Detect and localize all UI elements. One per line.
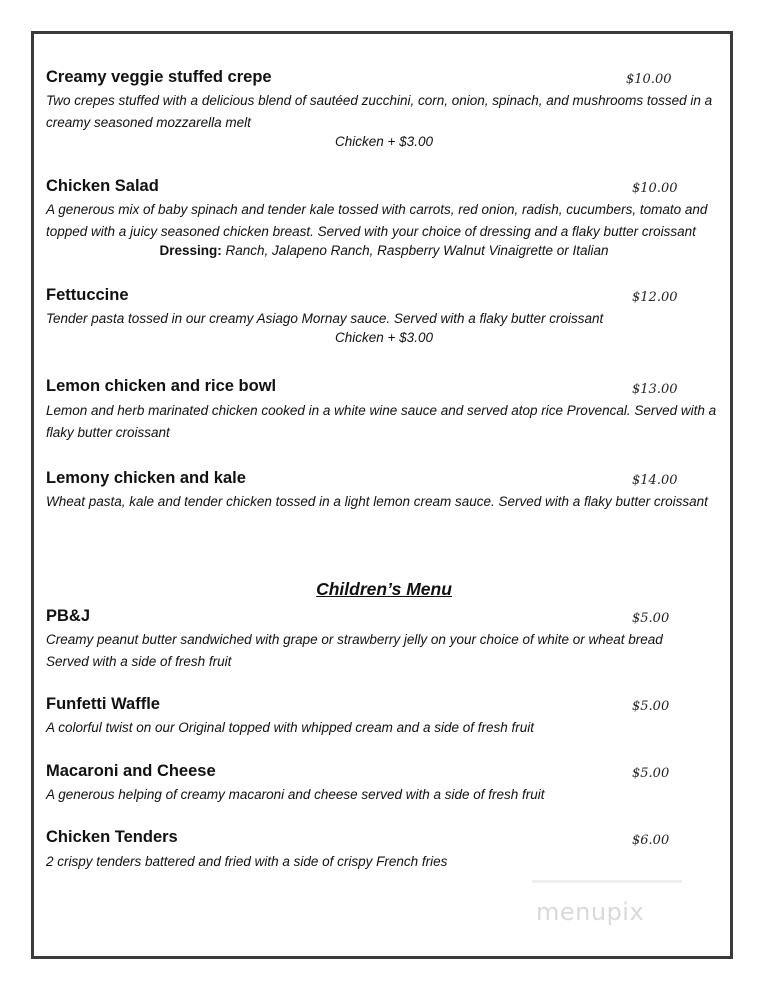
menu-item-price: $5.00 [632, 699, 670, 714]
menu-item-desc: A colorful twist on our Original topped with whipped cream and a side of fresh fruit [46, 720, 534, 735]
menu-item-desc: flaky butter croissant [46, 425, 170, 440]
menu-item-desc: 2 crispy tenders battered and fried with a side of crispy French fries [46, 854, 448, 869]
menu-item-price: $12.00 [632, 290, 678, 305]
dressing-line [0, 243, 768, 258]
menu-item-price: $10.00 [626, 72, 672, 87]
menu-item-price: $5.00 [632, 611, 670, 626]
menu-item-price: $10.00 [632, 181, 678, 196]
menu-item-desc: Lemon and herb marinated chicken cooked in a white wine sauce and served atop rice Provencal. Served with a [46, 403, 717, 418]
menu-item-desc: Wheat pasta, kale and tender chicken tossed in a light lemon cream sauce. Served with a flaky butter croissant [46, 494, 708, 509]
menu-item-title: Chicken Salad [46, 177, 159, 195]
menu-item-desc: A generous mix of baby spinach and tender kale tossed with carrots, red onion, radish, cucumbers, tomato and [46, 202, 708, 217]
menu-item-desc: Served with a side of fresh fruit [46, 654, 232, 669]
menu-item-addon: Chicken + $3.00 [335, 330, 433, 345]
menu-item-desc: Two crepes stuffed with a delicious blend of sautéed zucchini, corn, onion, spinach, and mushrooms tossed in a [46, 93, 713, 108]
dressing-options: Ranch, Jalapeno Ranch, Raspberry Walnut Vinaigrette or Italian [225, 243, 609, 258]
menu-item-title: Chicken Tenders [46, 828, 178, 846]
menu-item-desc: Tender pasta tossed in our creamy Asiago Mornay sauce. Served with a flaky butter croissant [46, 311, 604, 326]
menu-item-desc: creamy seasoned mozzarella melt [46, 115, 251, 130]
menu-item-desc: A generous helping of creamy macaroni and cheese served with a side of fresh fruit [46, 787, 545, 802]
menu-item-title: Lemony chicken and kale [46, 469, 246, 487]
dressing-label: Dressing: [159, 243, 222, 258]
menu-item-desc: topped with a juicy seasoned chicken breast. Served with your choice of dressing and a flaky butter croissant [46, 224, 696, 239]
section-title: Children’s Menu [316, 579, 452, 599]
menu-item-price: $6.00 [632, 833, 670, 848]
watermark-rule [532, 880, 682, 883]
menu-item-price: $5.00 [632, 766, 670, 781]
menu-item-title: PB&J [46, 607, 91, 625]
menu-item-title: Fettuccine [46, 286, 129, 304]
menu-item-title: Funfetti Waffle [46, 695, 160, 713]
menu-item-title: Creamy veggie stuffed crepe [46, 68, 272, 86]
watermark: menupix [536, 898, 645, 926]
menu-item-desc: Creamy peanut butter sandwiched with grape or strawberry jelly on your choice of white or wheat bread [46, 632, 663, 647]
menu-item-addon: Chicken + $3.00 [335, 134, 433, 149]
menu-item-price: $14.00 [632, 473, 678, 488]
menu-item-price: $13.00 [632, 382, 678, 397]
menu-item-title: Lemon chicken and rice bowl [46, 377, 277, 395]
menu-item-title: Macaroni and Cheese [46, 762, 216, 780]
